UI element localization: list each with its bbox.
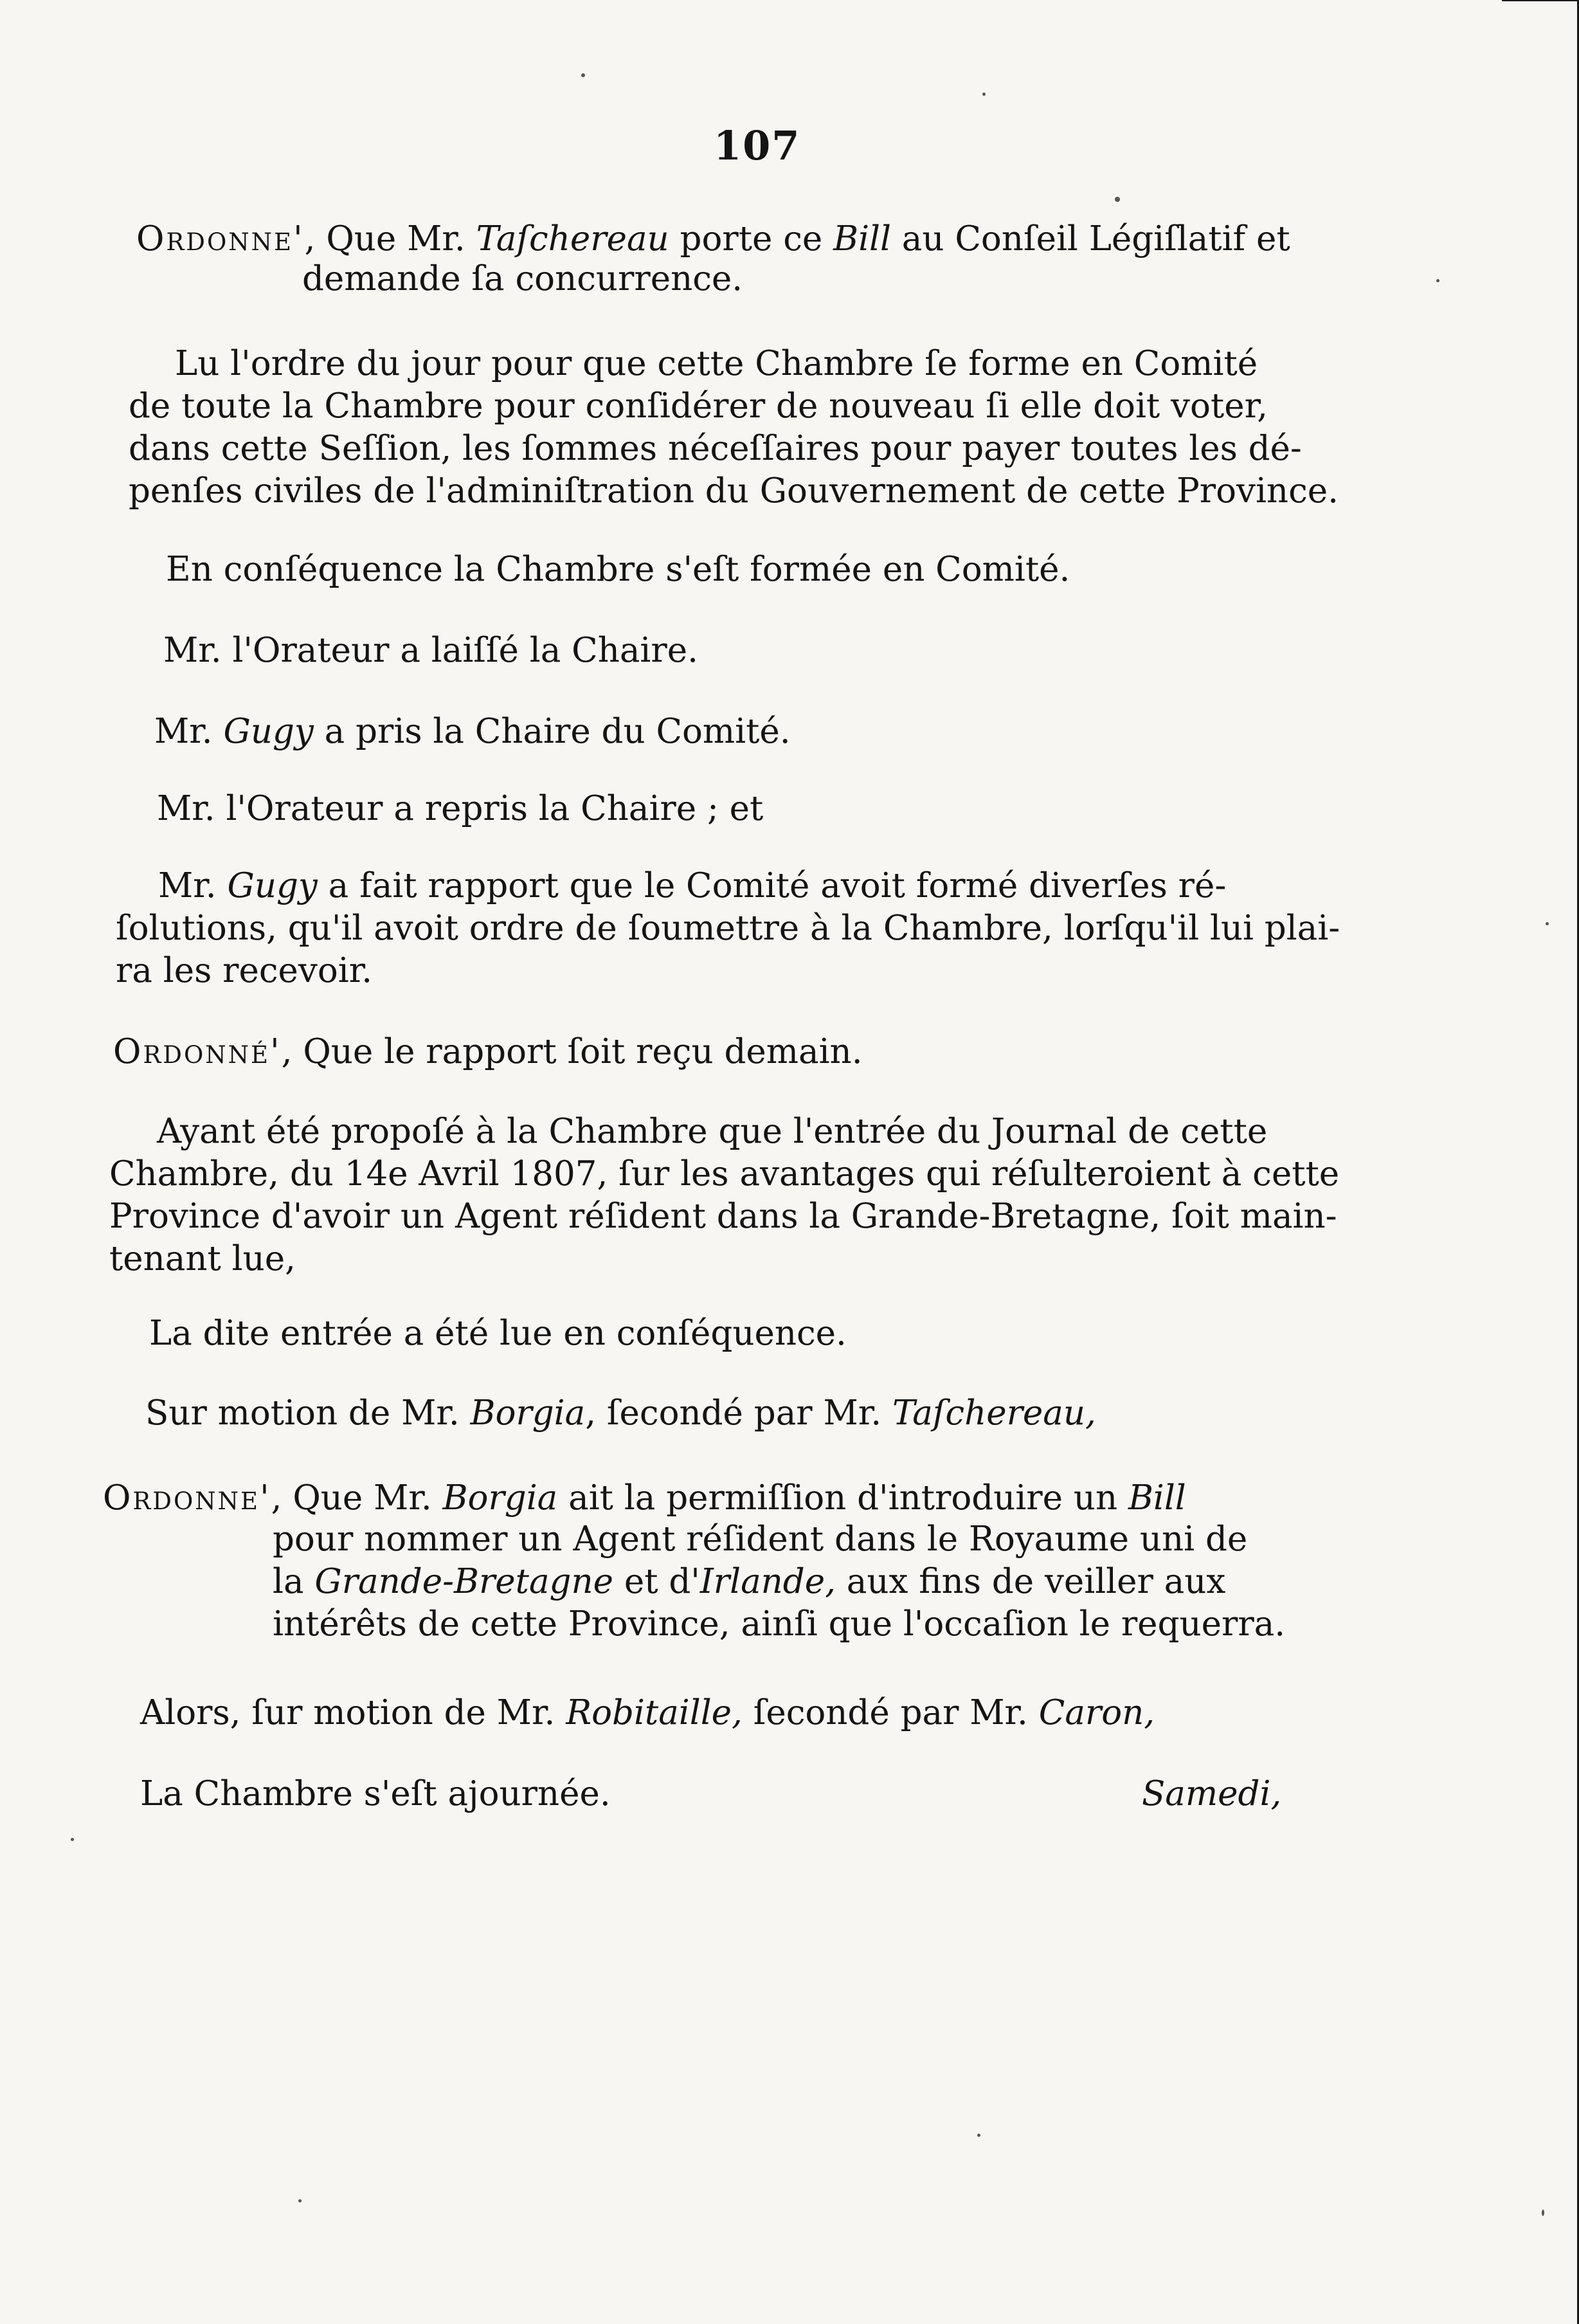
paragraph-line: ſolutions, qu'il avoit ordre de ſoumettre à la Chambre, lorſqu'il lui plai-: [116, 909, 1340, 948]
paragraph-ordonne-3: [103, 1478, 1186, 1519]
paragraph-line: intérêts de cette Province, ainſi que l'occaſion le requerra.: [273, 1604, 1286, 1644]
person-name: Taſchereau: [476, 219, 669, 259]
text-run: Mr.: [158, 866, 228, 905]
person-name: Robitaille,: [566, 1693, 743, 1732]
scan-speck: [1115, 197, 1120, 202]
paragraph-ordonne-2: [113, 1031, 863, 1073]
text-run: , Que Mr.: [271, 1478, 443, 1518]
text-run: porte ce: [669, 219, 834, 259]
paragraph-line: [140, 1693, 1155, 1734]
text-run: et d': [613, 1562, 700, 1601]
paragraph-line: de toute la Chambre pour conſidérer de nouveau ſi elle doit voter,: [129, 386, 1268, 426]
text-run: au Conſeil Légiſlatif et: [890, 219, 1290, 259]
text-run: a fait rapport que le Comité avoit formé diverſes ré-: [317, 866, 1227, 905]
paragraph-line: Province d'avoir un Agent réſident dans la Grande-Bretagne, ſoit main-: [109, 1197, 1337, 1236]
text-run: Sur motion de Mr.: [145, 1393, 471, 1433]
text-run: a pris la Chaire du Comité.: [313, 712, 791, 751]
scan-speck: [1546, 922, 1549, 925]
ordonne-label: Ordonné': [113, 1032, 282, 1071]
person-name: Borgia: [470, 1393, 586, 1433]
paragraph-line: La dite entrée a été lue en conſéquence.: [149, 1314, 847, 1353]
paragraph-line: Ayant été propoſé à la Chambre que l'entrée du Journal de cette: [157, 1112, 1268, 1151]
text-run: , Que Mr.: [304, 219, 476, 259]
person-name: Taſchereau,: [892, 1393, 1096, 1433]
paragraph-line: [273, 1561, 1225, 1602]
paragraph-line: [158, 866, 1226, 907]
paragraph-ordonne-1: [136, 219, 1290, 260]
paragraph-line: pour nommer un Agent réſident dans le Royaume uni de: [273, 1520, 1248, 1559]
scan-speck: [982, 93, 986, 96]
person-name: Gugy: [223, 712, 314, 751]
paragraph-line: [154, 711, 791, 752]
person-name: Gugy: [227, 866, 318, 905]
ordonne-label: Ordonne': [136, 219, 305, 259]
bill-word: Bill: [1128, 1478, 1186, 1518]
scan-speck: [1542, 2210, 1544, 2216]
scan-speck: [298, 2199, 302, 2202]
paragraph-line: ra les recevoir.: [116, 951, 373, 990]
text-run: ſecondé par Mr.: [742, 1693, 1039, 1732]
scan-speck: [71, 1838, 74, 1841]
paragraph-line: tenant lue,: [109, 1239, 296, 1278]
text-run: Mr.: [154, 712, 224, 751]
paragraph-line: Chambre, du 14e Avril 1807, ſur les avantages qui réſulteroient à cette: [109, 1154, 1340, 1194]
person-name: Caron,: [1038, 1693, 1155, 1732]
scan-speck: [977, 2134, 980, 2137]
scan-speck: [581, 73, 585, 77]
paragraph-line: [145, 1393, 1096, 1434]
text-run: , Que le rapport ſoit reçu demain.: [281, 1032, 863, 1071]
paragraph-line: demande ſa concurrence.: [302, 259, 743, 298]
text-run: la: [273, 1562, 315, 1601]
page-number: 107: [714, 122, 801, 169]
scan-speck: [1436, 279, 1439, 282]
paragraph-line: dans cette Seſſion, les ſommes néceſſaires pour payer toutes les dé-: [129, 429, 1302, 468]
text-run: Alors, ſur motion de Mr.: [140, 1693, 566, 1732]
text-run: aux fins de veiller aux: [835, 1562, 1226, 1601]
paragraph-line: La Chambre s'eſt ajournée.: [140, 1774, 611, 1813]
place-name: Irlande,: [699, 1562, 836, 1601]
person-name: Borgia: [442, 1478, 558, 1518]
catchword: Samedi,: [1142, 1774, 1282, 1813]
paragraph-line: Lu l'ordre du jour pour que cette Chambre ſe forme en Comité: [175, 344, 1258, 383]
paragraph-line: Mr. l'Orateur a laiſſé la Chaire.: [163, 631, 698, 670]
paragraph-line: En conſéquence la Chambre s'eſt formée en Comité.: [166, 550, 1070, 589]
place-name: Grande-Bretagne: [314, 1562, 613, 1601]
bill-word: Bill: [833, 219, 891, 259]
paragraph-line: penſes civiles de l'adminiſtration du Gouvernement de cette Province.: [129, 471, 1339, 511]
text-run: ait la permiſſion d'introduire un: [557, 1478, 1128, 1518]
paragraph-line: Mr. l'Orateur a repris la Chaire ; et: [157, 789, 764, 828]
text-run: , ſecondé par Mr.: [585, 1393, 892, 1433]
page-top-rule: [1502, 0, 1579, 1]
ordonne-label: Ordonne': [103, 1478, 271, 1518]
